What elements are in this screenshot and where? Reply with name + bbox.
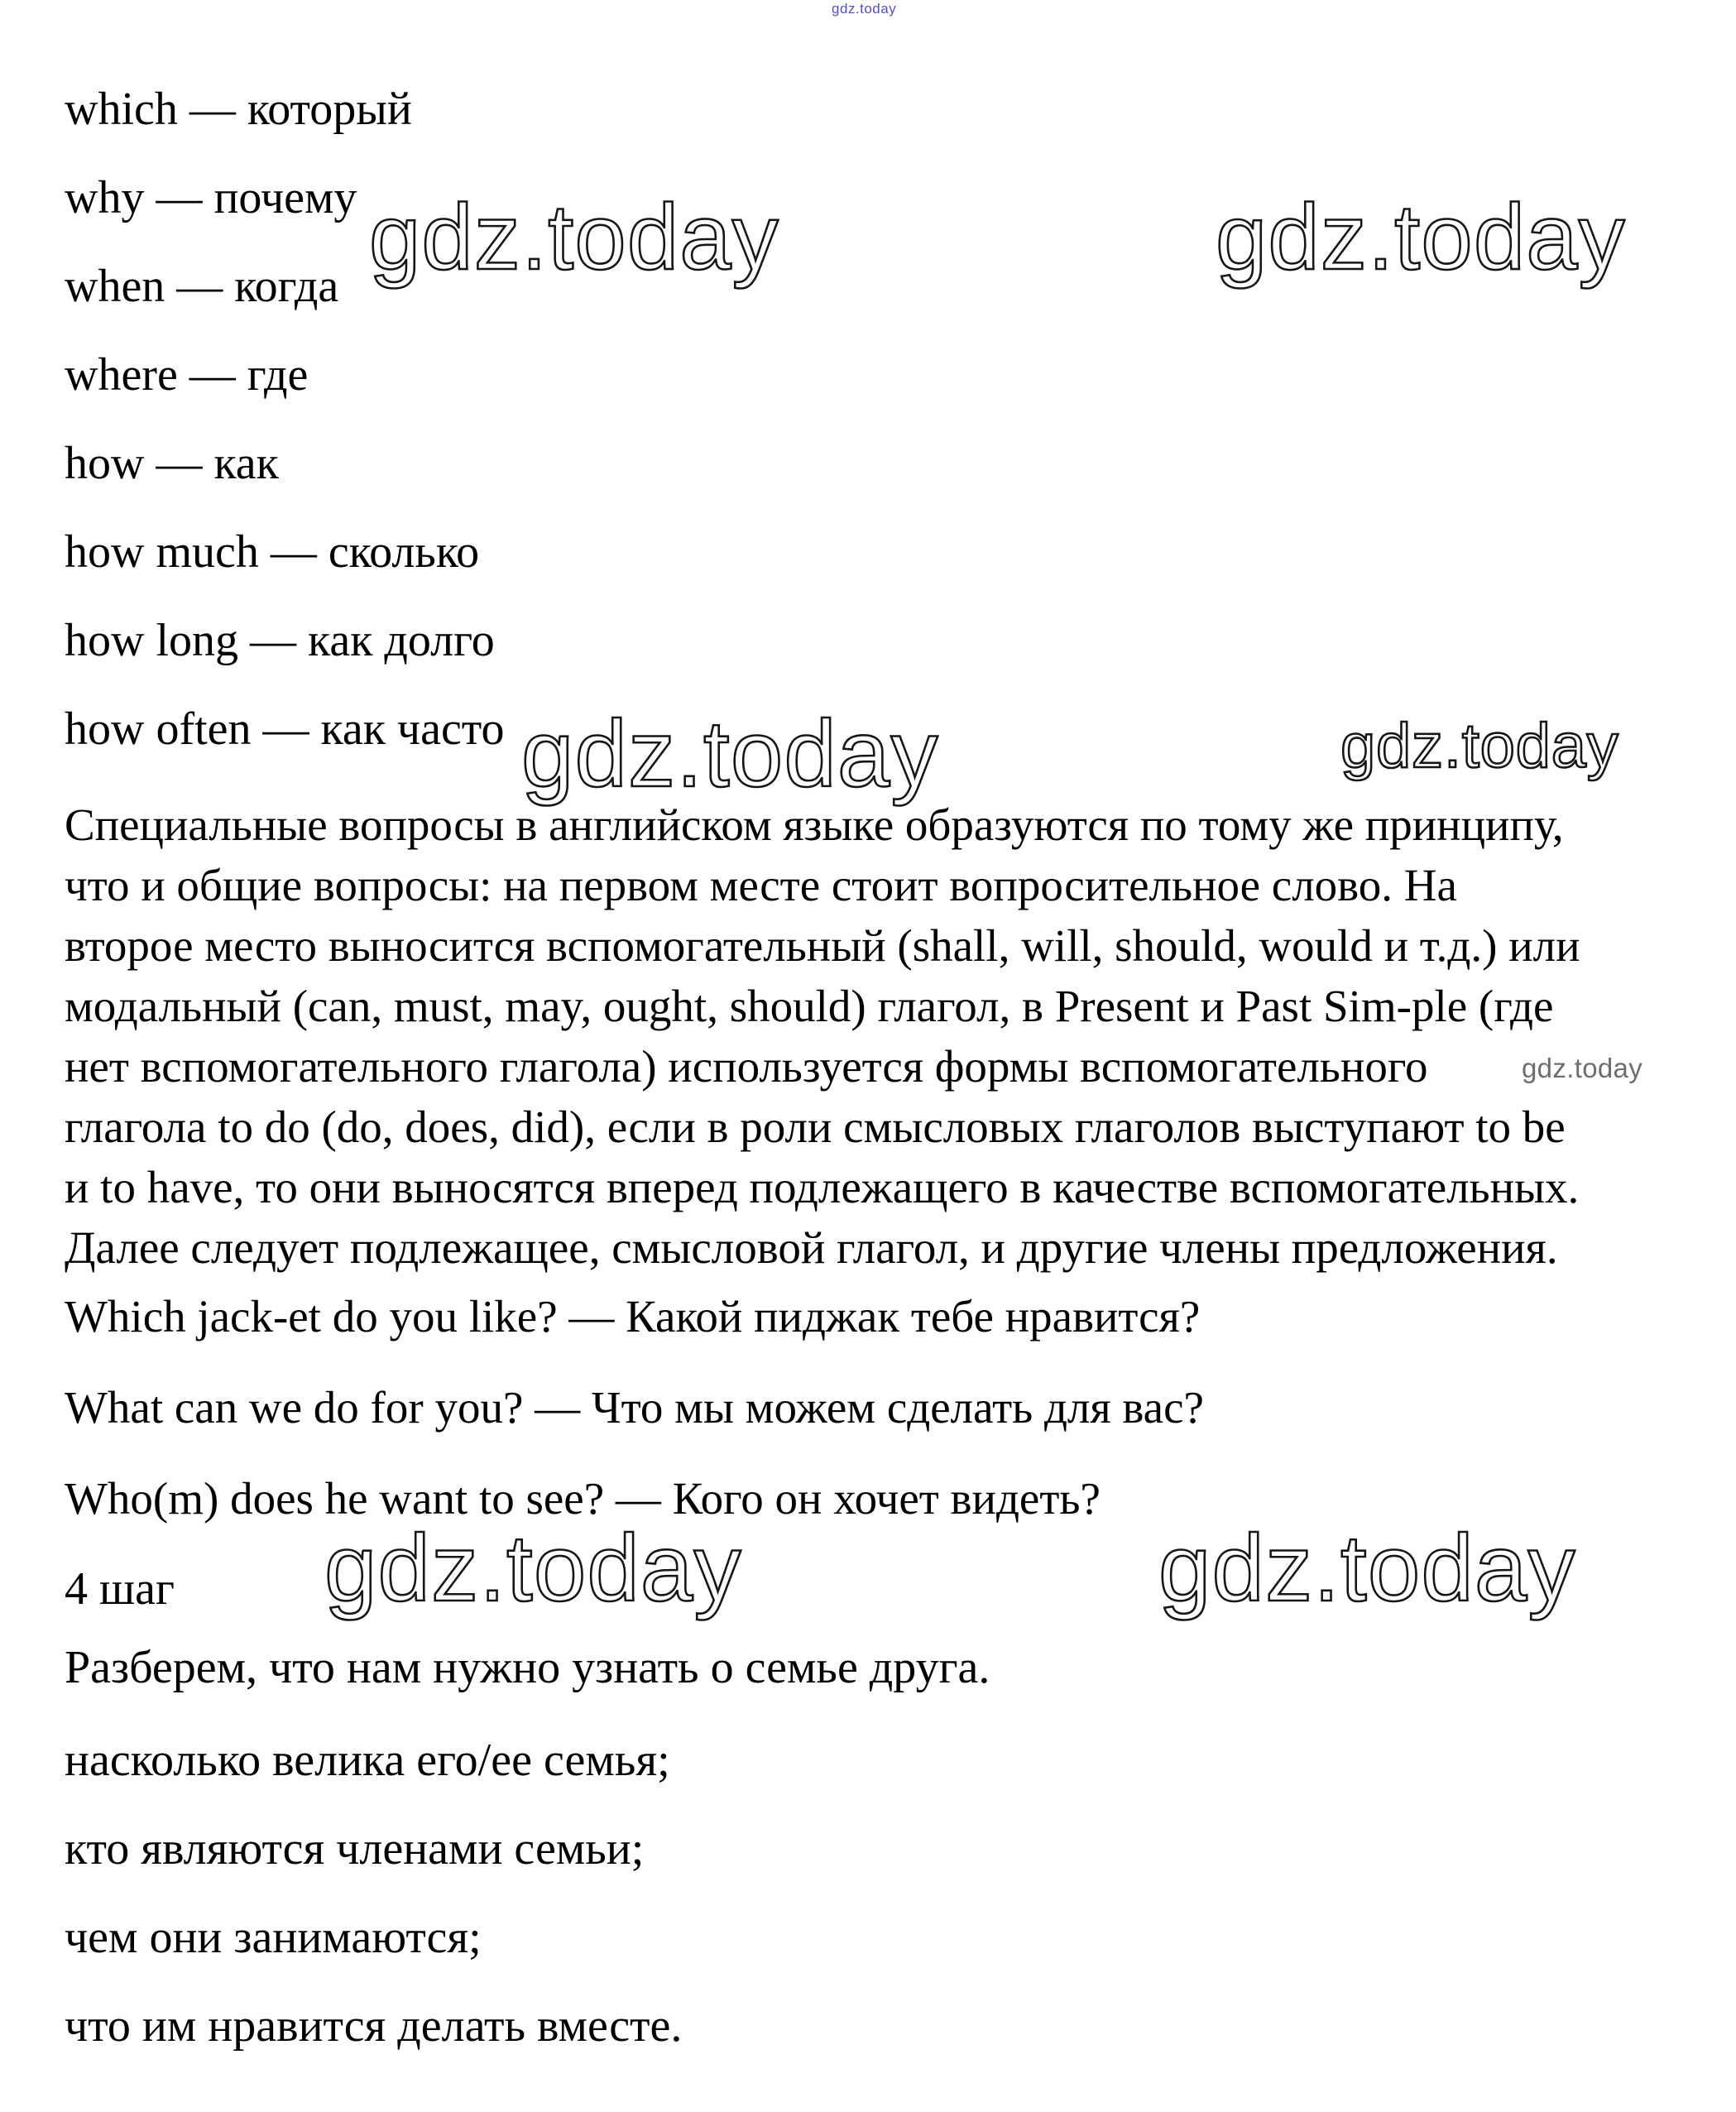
step-point-line: что им нравится делать вместе.: [65, 2000, 683, 2052]
step-points-list: [65, 1737, 1711, 2050]
paragraph-line: и to have, то они выносятся вперед подлежащего в качестве вспомогательных.: [65, 1162, 1580, 1212]
question-word-line: why — почему: [65, 172, 357, 223]
question-words-list: [65, 86, 1711, 753]
example-line: Which jack-et do you like? — Какой пиджак тебе нравится?: [65, 1291, 1201, 1342]
example-sentences: [65, 1293, 1711, 1522]
question-word-line: how — как: [65, 438, 279, 489]
step-intro: Разберем, что нам нужно узнать о семье друга.: [65, 1642, 990, 1693]
gdz-watermark-row1-right: gdz.today: [1216, 185, 1626, 289]
paragraph-line: второе место выносится вспомогательный (shall, will, should, would и т.д.) или: [65, 920, 1580, 971]
example-line: What can we do for you? — Что мы можем сделать для вас?: [65, 1382, 1204, 1433]
question-word-line: how long — как долго: [65, 615, 495, 666]
gdz-watermark-inline-gray: gdz.today: [1522, 1053, 1643, 1083]
gdz-watermark-row2-left: gdz.today: [521, 702, 939, 807]
gdz-watermark-row3-right: gdz.today: [1158, 1516, 1576, 1621]
question-word-line: how often — как часто: [65, 703, 505, 755]
paragraph-line: Далее следует подлежащее, смысловой глагол, и другие члены предложения.: [65, 1222, 1558, 1273]
paragraph-line: что и общие вопросы: на первом месте стоит вопросительное слово. На: [65, 860, 1457, 910]
step-label: 4 шаг: [65, 1563, 175, 1615]
question-word-line: when — когда: [65, 261, 339, 312]
paragraph-line: модальный (can, must, may, ought, should) глагол, в Present и Past Sim-ple (где: [65, 981, 1554, 1031]
question-word-line: where — где: [65, 349, 309, 401]
gdz-watermark-row2-right: gdz.today: [1340, 711, 1619, 781]
paragraph-line: Специальные вопросы в английском языке образуются по тому же принципу,: [65, 799, 1564, 850]
document-content: [65, 0, 1711, 2091]
paragraph-line: глагола to do (do, does, did), если в роли смысловых глаголов выступают to be: [65, 1102, 1566, 1152]
question-word-line: which — который: [65, 84, 412, 135]
step-point-line: чем они занимаются;: [65, 1912, 482, 1963]
explanation-paragraph: [65, 794, 1711, 1278]
gdz-watermark-row3-left: gdz.today: [324, 1516, 742, 1621]
step-point-line: кто являются членами семьи;: [65, 1823, 645, 1874]
step-point-line: насколько велика его/ее семья;: [65, 1735, 670, 1786]
question-word-line: how much — сколько: [65, 526, 480, 578]
example-line: Who(m) does he want to see? — Кого он хочет видеть?: [65, 1473, 1101, 1524]
gdz-watermark-top-small: gdz.today: [832, 1, 897, 17]
paragraph-line: нет вспомогательного глагола) используется формы вспомогательного: [65, 1041, 1428, 1092]
gdz-watermark-row1-left: gdz.today: [369, 185, 779, 289]
